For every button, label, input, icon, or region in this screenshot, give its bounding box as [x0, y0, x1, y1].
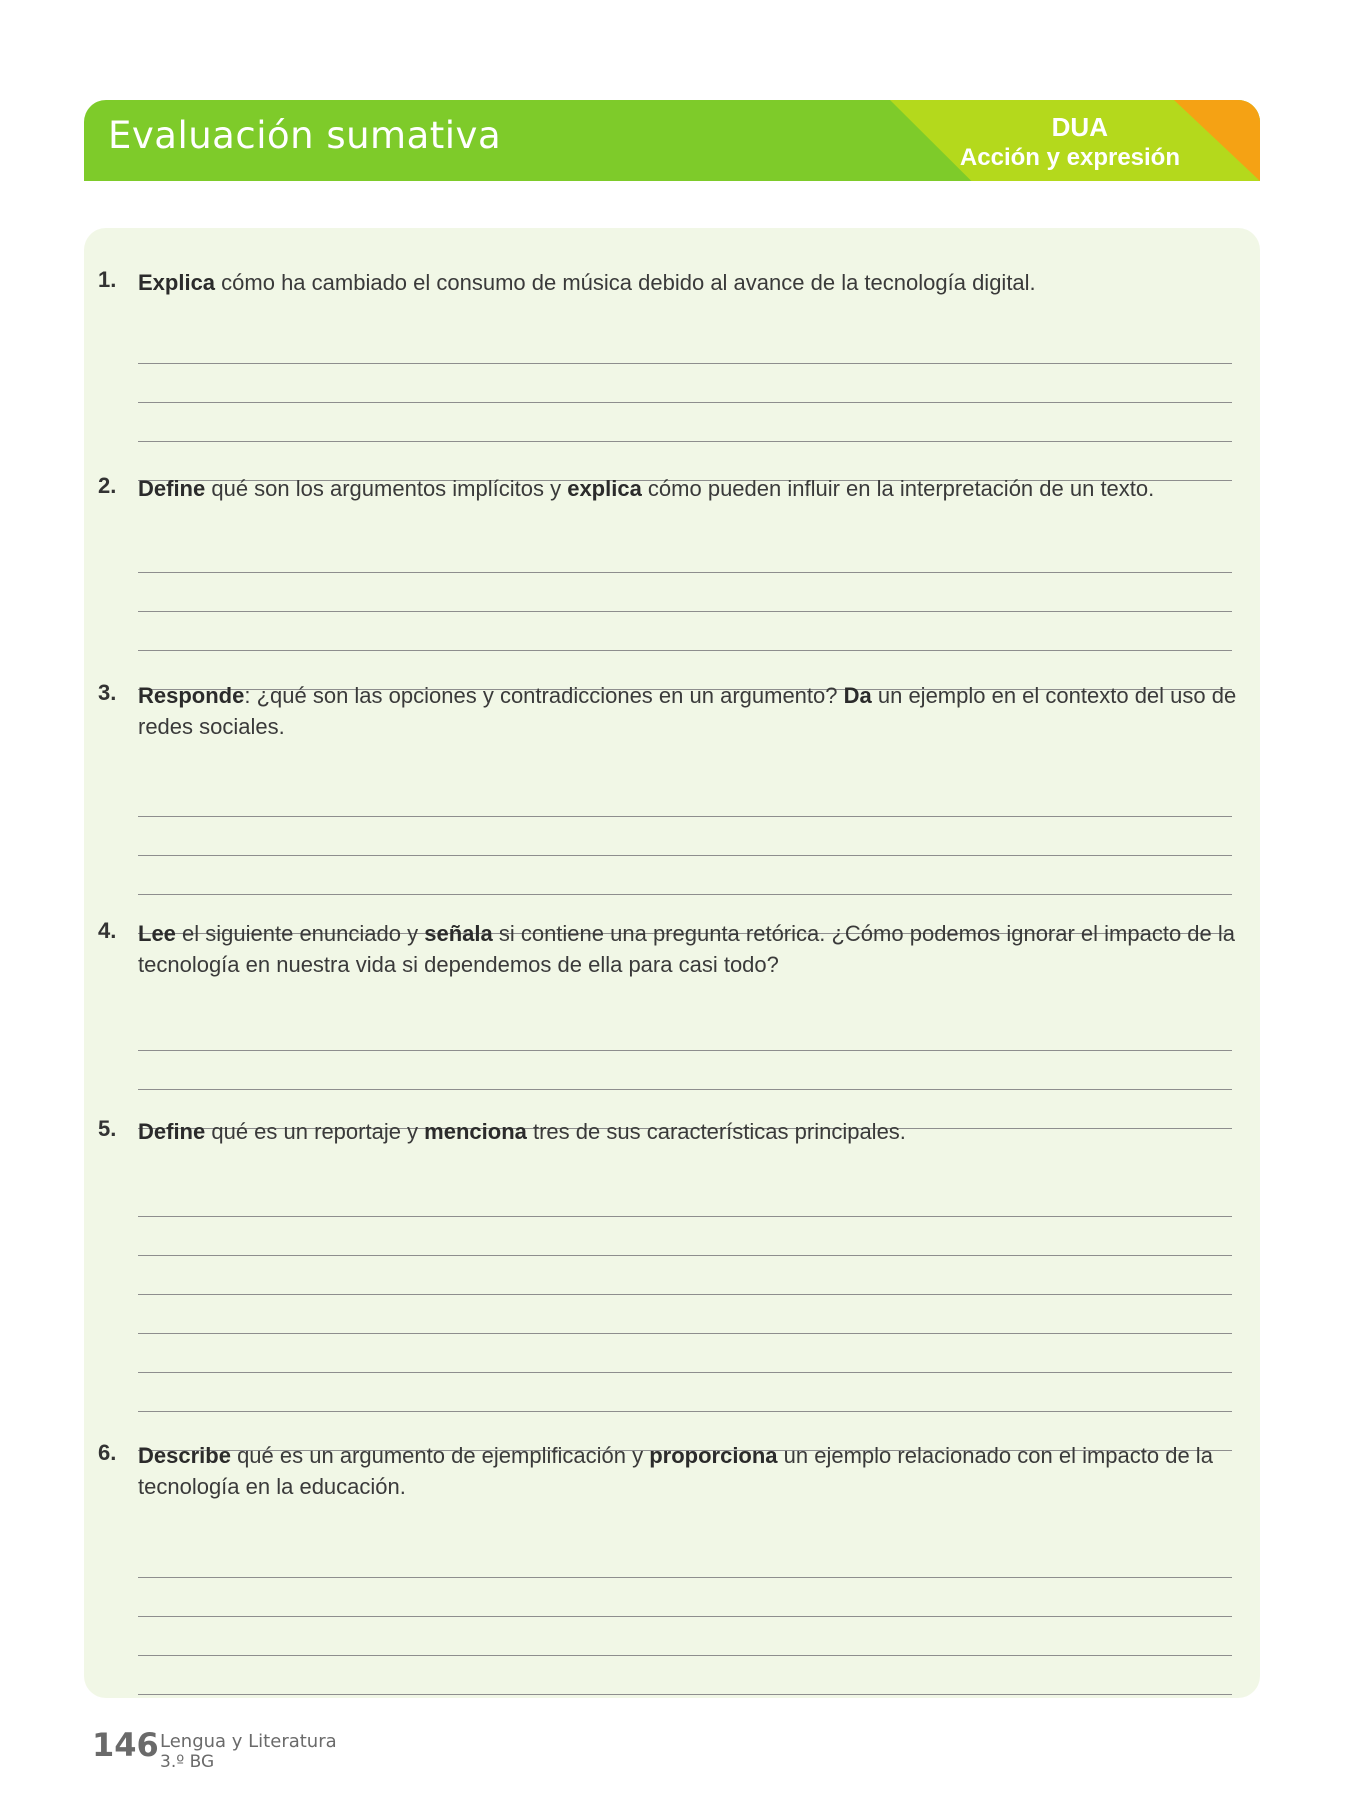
answer-line[interactable] — [138, 650, 1232, 651]
question-text — [138, 267, 1238, 298]
question-text-part: el siguiente enunciado y — [175, 921, 425, 946]
instruction-verb: menciona — [424, 1119, 527, 1144]
question-text — [138, 680, 1238, 742]
answer-line[interactable] — [138, 1655, 1232, 1656]
instruction-verb: Da — [843, 683, 872, 708]
question-text — [138, 1116, 1238, 1147]
answer-line[interactable] — [138, 1372, 1232, 1373]
question-number: 4. — [98, 918, 117, 943]
section-title: Evaluación sumativa — [108, 114, 502, 157]
question-number: 3. — [98, 680, 117, 705]
answer-line[interactable] — [138, 1616, 1232, 1617]
question-text-part: tres de sus características principales. — [526, 1119, 906, 1144]
instruction-verb: Lee — [138, 921, 176, 946]
answer-line[interactable] — [138, 894, 1232, 895]
question-text-part: un ejemplo en el contexto del uso de redes sociales. — [138, 683, 1237, 739]
instruction-verb: Define — [138, 476, 206, 501]
answer-line[interactable] — [138, 1294, 1232, 1295]
question-number: 1. — [98, 267, 117, 292]
question-text-part: un ejemplo relacionado con el impacto de la tecnología en la educación. — [138, 1443, 1213, 1499]
question-text — [138, 473, 1238, 504]
answer-line[interactable] — [138, 1694, 1232, 1695]
answer-line[interactable] — [138, 1050, 1232, 1051]
question-number: 5. — [98, 1116, 117, 1141]
instruction-verb: explica — [567, 476, 642, 501]
section-header — [84, 100, 1260, 181]
answer-line[interactable] — [138, 402, 1232, 403]
question-text-part: cómo ha cambiado el consumo de música debido al avance de la tecnología digital. — [215, 270, 1036, 295]
question-text-part: qué es un reportaje y — [205, 1119, 425, 1144]
question-text-part: cómo pueden influir en la interpretación de un texto. — [641, 476, 1155, 501]
answer-line[interactable] — [138, 1216, 1232, 1217]
question-text-part: si contiene una pregunta retórica. ¿Cómo podemos ignorar el impacto de la tecnología en nuestra vida si dependemos de ella para casi todo? — [138, 921, 1236, 977]
question-number: 6. — [98, 1440, 117, 1465]
question-text-part: qué son los argumentos implícitos y — [205, 476, 568, 501]
answer-line[interactable] — [138, 572, 1232, 573]
answer-line[interactable] — [138, 441, 1232, 442]
dua-subtitle: Acción y expresión — [959, 144, 1180, 171]
instruction-verb: Define — [138, 1119, 206, 1144]
answer-line[interactable] — [138, 1333, 1232, 1334]
question-text-part: qué es un argumento de ejemplificación y — [230, 1443, 650, 1468]
answer-line[interactable] — [138, 855, 1232, 856]
question-text-part: : ¿qué son las opciones y contradicciones en un argumento? — [244, 683, 844, 708]
question-number: 2. — [98, 473, 117, 498]
answer-line[interactable] — [138, 1411, 1232, 1412]
instruction-verb: Describe — [138, 1443, 231, 1468]
answer-line[interactable] — [138, 1089, 1232, 1090]
questions-panel — [84, 228, 1260, 1698]
instruction-verb: Responde — [138, 683, 245, 708]
answer-line[interactable] — [138, 1255, 1232, 1256]
grade-label: 3.º BG — [160, 1752, 215, 1772]
answer-line[interactable] — [138, 816, 1232, 817]
question-text — [138, 1440, 1238, 1502]
page-number: 146 — [92, 1726, 159, 1764]
dua-label: DUA — [1051, 112, 1108, 142]
question-text — [138, 918, 1238, 980]
answer-line[interactable] — [138, 363, 1232, 364]
instruction-verb: proporciona — [649, 1443, 778, 1468]
instruction-verb: Explica — [138, 270, 216, 295]
instruction-verb: señala — [424, 921, 493, 946]
answer-line[interactable] — [138, 611, 1232, 612]
answer-line[interactable] — [138, 1577, 1232, 1578]
subject-label: Lengua y Literatura — [160, 1731, 337, 1752]
